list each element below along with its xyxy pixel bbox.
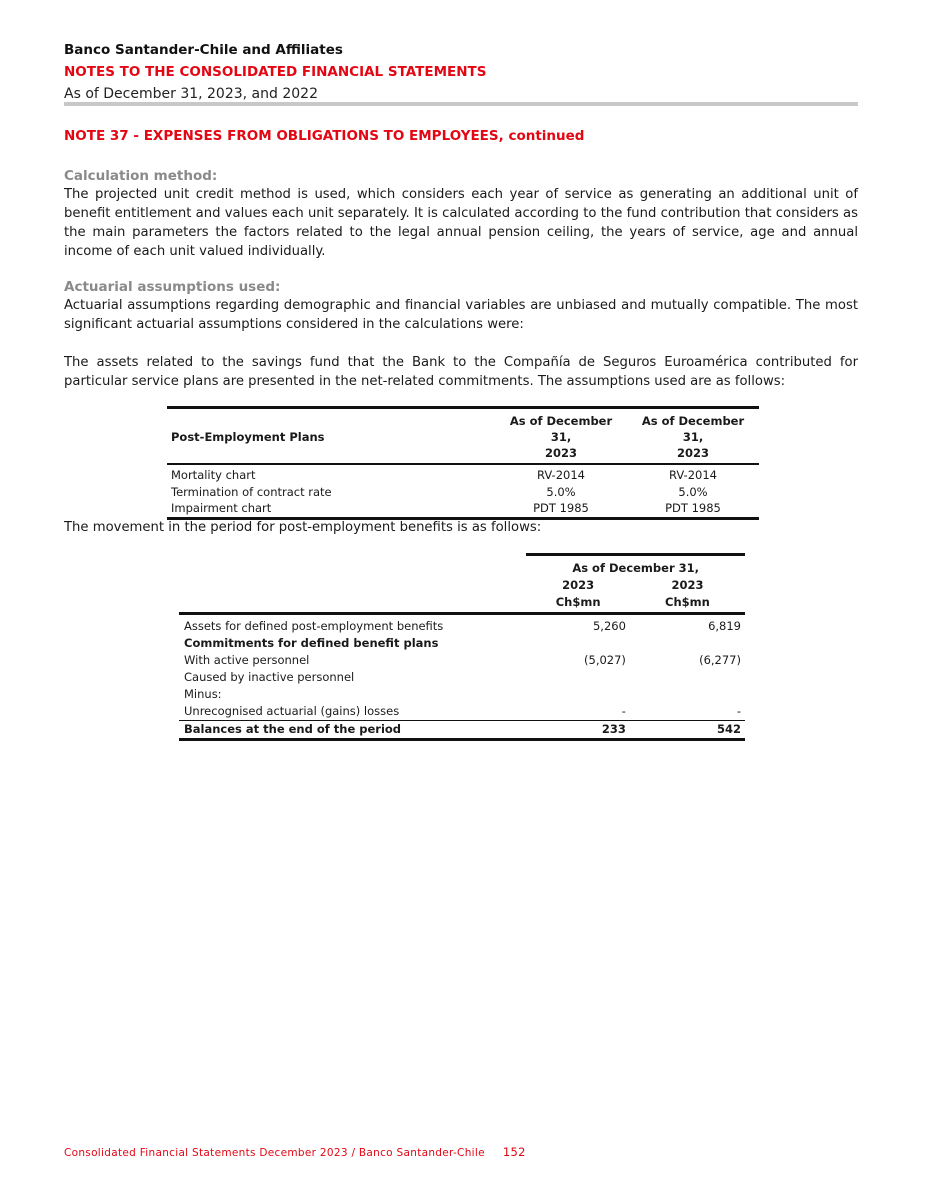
header-unit-1: Ch$mn (526, 594, 630, 614)
table-row (179, 618, 745, 635)
row-value-1: (5,027) (584, 652, 626, 667)
note-title: NOTE 37 - EXPENSES FROM OBLIGATIONS TO EMPLOYEES, continued (64, 128, 585, 144)
row-value-2: PDT 1985 (627, 500, 759, 518)
table-row (167, 484, 759, 501)
footer-text: Consolidated Financial Statements December 2023 / Banco Santander-Chile (64, 1147, 485, 1159)
table-header-row (167, 408, 759, 465)
calculation-heading: Calculation method: (64, 168, 218, 184)
assets-paragraph: The assets related to the savings fund that the Bank to the Compañía de Seguros Euroamérica contributed for particular service plans are presented in the net-related commitments. The assumptions used are as follows: (64, 355, 858, 389)
row-value-2: - (736, 703, 741, 718)
page-number: 152 (502, 1145, 526, 1159)
row-value-1: PDT 1985 (495, 500, 627, 518)
notes-title: NOTES TO THE CONSOLIDATED FINANCIAL STATEMENTS (64, 64, 487, 80)
row-value-1 (526, 686, 630, 703)
row-label: Caused by inactive personnel (184, 669, 355, 684)
row-label: Assets for defined post-employment benefits (184, 618, 444, 633)
header-label: Post-Employment Plans (167, 408, 495, 465)
row-value-2: (6,277) (699, 652, 741, 667)
table-row (179, 669, 745, 686)
row-label: Commitments for defined benefit plans (184, 635, 439, 650)
row-label: Termination of contract rate (171, 484, 332, 499)
header-col-2-line2: 2023 (676, 446, 709, 460)
actuarial-heading: Actuarial assumptions used: (64, 279, 281, 295)
total-value-2: 542 (630, 720, 745, 739)
header-year-1: 2023 (562, 578, 595, 592)
actuarial-paragraph: Actuarial assumptions regarding demographic and financial variables are unbiased and mutually compatible. The most significant actuarial assumptions considered in the calculations were: (64, 298, 858, 332)
row-label: With active personnel (184, 652, 310, 667)
table-row (179, 652, 745, 669)
table-row (179, 703, 745, 721)
table-header-row (179, 594, 745, 614)
table-row (167, 500, 759, 518)
total-label: Balances at the end of the period (179, 720, 526, 739)
header-col-2 (627, 408, 759, 465)
row-value-1: - (621, 703, 626, 718)
row-value-2: 5.0% (678, 484, 708, 499)
table-row (179, 635, 745, 652)
header-year-2: 2023 (671, 578, 704, 592)
table-row (167, 467, 759, 484)
table-header-row (179, 555, 745, 578)
row-value-1: 5,260 (592, 618, 626, 633)
movement-table (179, 553, 745, 741)
table-row (179, 686, 745, 703)
row-value-2: 6,819 (708, 618, 741, 633)
table-header-row (179, 577, 745, 594)
header-col-1-line1: As of December 31, (509, 414, 613, 444)
row-label: Mortality chart (171, 468, 256, 482)
header-divider (64, 102, 858, 106)
row-label: Unrecognised actuarial (gains) losses (184, 703, 400, 718)
total-value-1: 233 (526, 720, 630, 739)
header-as-of: As of December 31, (526, 555, 745, 578)
row-value-1: 5.0% (546, 484, 576, 499)
assumptions-table (167, 406, 759, 520)
company-name: Banco Santander-Chile and Affiliates (64, 42, 343, 58)
row-label: Minus: (184, 686, 222, 701)
row-value-1 (526, 669, 630, 686)
movement-intro: The movement in the period for post-employment benefits is as follows: (64, 520, 542, 535)
row-label: Impairment chart (167, 500, 495, 518)
row-value-2 (630, 635, 745, 652)
page-footer (64, 1145, 526, 1159)
header-col-1-line2: 2023 (544, 446, 577, 460)
total-row (179, 720, 745, 739)
row-value-2: RV-2014 (669, 468, 717, 482)
row-value-2 (630, 686, 745, 703)
row-value-1: RV-2014 (537, 468, 585, 482)
header-unit-2: Ch$mn (630, 594, 745, 614)
calculation-paragraph: The projected unit credit method is used, which considers each year of service as generating an additional unit of benefit entitlement and values each unit separately. It is calculated according to the fund contribution that considers as the main parameters the factors related to the legal annual pension ceiling, the years of service, age and annual income of each unit valued individually. (64, 187, 858, 259)
row-value-2 (630, 669, 745, 686)
header-col-2-line1: As of December 31, (641, 414, 745, 444)
row-value-1 (526, 635, 630, 652)
header-col-1 (495, 408, 627, 465)
date-line: As of December 31, 2023, and 2022 (64, 86, 318, 102)
